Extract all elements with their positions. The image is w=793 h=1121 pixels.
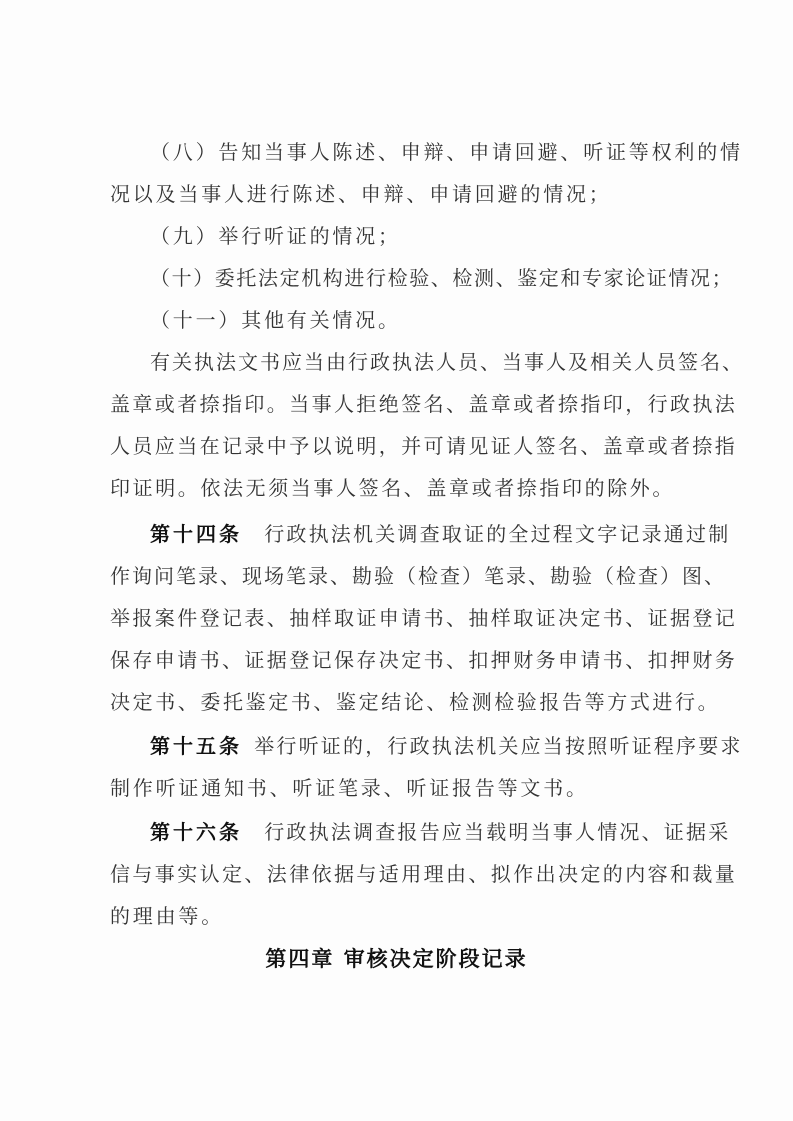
article-15-line-2: 制作听证通知书、听证笔录、听证报告等文书。 (110, 776, 589, 800)
article-15-label: 第十五条 (150, 734, 242, 758)
item-11: （十一）其他有关情况。 (150, 308, 401, 332)
item-8-line-2: 况以及当事人进行陈述、申辩、申请回避的情况； (110, 182, 612, 206)
article-16-first: 行政执法调查报告应当载明当事人情况、证据采 (264, 820, 731, 844)
article-16-line-1 (150, 820, 730, 844)
article-16-line-2: 信与事实认定、法律依据与适用理由、拟作出决定的内容和裁量 (110, 862, 738, 886)
signature-para-line-2: 盖章或者捺指印。当事人拒绝签名、盖章或者捺指印，行政执法 (110, 392, 738, 416)
article-15-line-1 (150, 734, 743, 758)
chapter-4-title: 第四章 审核决定阶段记录 (265, 946, 528, 971)
article-16-line-3: 的理由等。 (110, 904, 224, 928)
article-15-first: 举行听证的，行政执法机关应当按照听证程序要求 (254, 734, 743, 758)
item-10: （十）委托法定机构进行检验、检测、鉴定和专家论证情况； (150, 266, 734, 290)
item-9: （九）举行听证的情况； (150, 224, 401, 248)
article-14-line-3: 举报案件登记表、抽样取证申请书、抽样取证决定书、证据登记 (110, 606, 738, 630)
article-14-line-5: 决定书、委托鉴定书、鉴定结论、检测检验报告等方式进行。 (110, 690, 721, 714)
article-14-line-1 (150, 522, 730, 546)
signature-para-line-1: 有关执法文书应当由行政执法人员、当事人及相关人员签名、 (150, 350, 744, 374)
item-8-line-1: （八）告知当事人陈述、申辩、申请回避、听证等权利的情 (150, 140, 743, 164)
signature-para-line-3: 人员应当在记录中予以说明，并可请见证人签名、盖章或者捺指 (110, 434, 738, 458)
article-14-first: 行政执法机关调查取证的全过程文字记录通过制 (264, 522, 731, 546)
article-14-line-2: 作询问笔录、现场笔录、勘验（检查）笔录、勘验（检查）图、 (110, 564, 726, 588)
article-14-label: 第十四条 (150, 522, 242, 546)
signature-para-line-4: 印证明。依法无须当事人签名、盖章或者捺指印的除外。 (110, 476, 675, 500)
article-14-line-4: 保存申请书、证据登记保存决定书、扣押财务申请书、扣押财务 (110, 648, 738, 672)
article-16-label: 第十六条 (150, 820, 242, 844)
